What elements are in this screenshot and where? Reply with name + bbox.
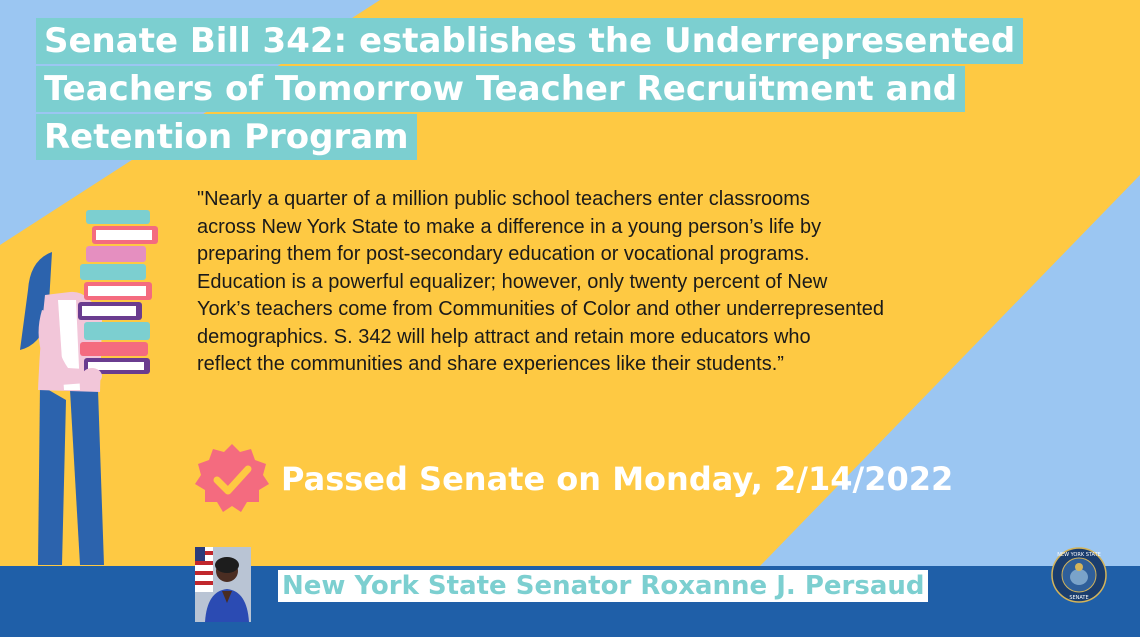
book-pages-2 [96,230,152,240]
book-3 [86,246,146,262]
woman-carrying-books-illustration [0,200,170,570]
quote-line: York’s teachers come from Communities of Color and other underrepresented [197,298,885,320]
book-7 [84,322,150,340]
passed-status [195,442,953,516]
quote-line: Education is a powerful equalizer; however, only twenty percent of New [197,270,828,293]
senator-name: New York State Senator Roxanne J. Persaud [278,570,928,602]
seal-top-text: NEW YORK STATE [1057,552,1101,558]
title-line-3: Retention Program [36,114,417,160]
title-line-2: Teachers of Tomorrow Teacher Recruitment and [36,66,965,112]
quote-text [197,186,1112,379]
hand [82,368,102,384]
book-4 [80,264,146,280]
book-8 [80,342,148,356]
quote-line: preparing them for post-secondary education or vocational programs. [197,243,810,265]
senator-photo [195,547,251,622]
senate-seal-icon [1051,547,1107,603]
title-block [36,18,1096,162]
right-leg [70,390,104,565]
book-pages-9 [88,362,144,370]
quote-line: reflect the communities and share experiences like their students.” [197,353,784,375]
quote-line: "Nearly a quarter of a million public school teachers enter classrooms [197,188,810,210]
quote-line: across New York State to make a difference in a young person’s life by [197,215,822,238]
senator-portrait-icon [195,547,251,622]
title-line-1: Senate Bill 342: establishes the Underrepresented [36,18,1023,64]
seal-bottom-text: SENATE [1069,595,1089,601]
passed-date-text: Passed Senate on Monday, 2/14/2022 [281,460,954,498]
book-pages-6 [82,306,136,316]
book-pages-5 [88,286,146,296]
left-leg [38,385,66,565]
quote-line: demographics. S. 342 will help attract and retain more educators who [197,325,811,348]
check-badge-icon [195,442,269,516]
book-1 [86,210,150,224]
